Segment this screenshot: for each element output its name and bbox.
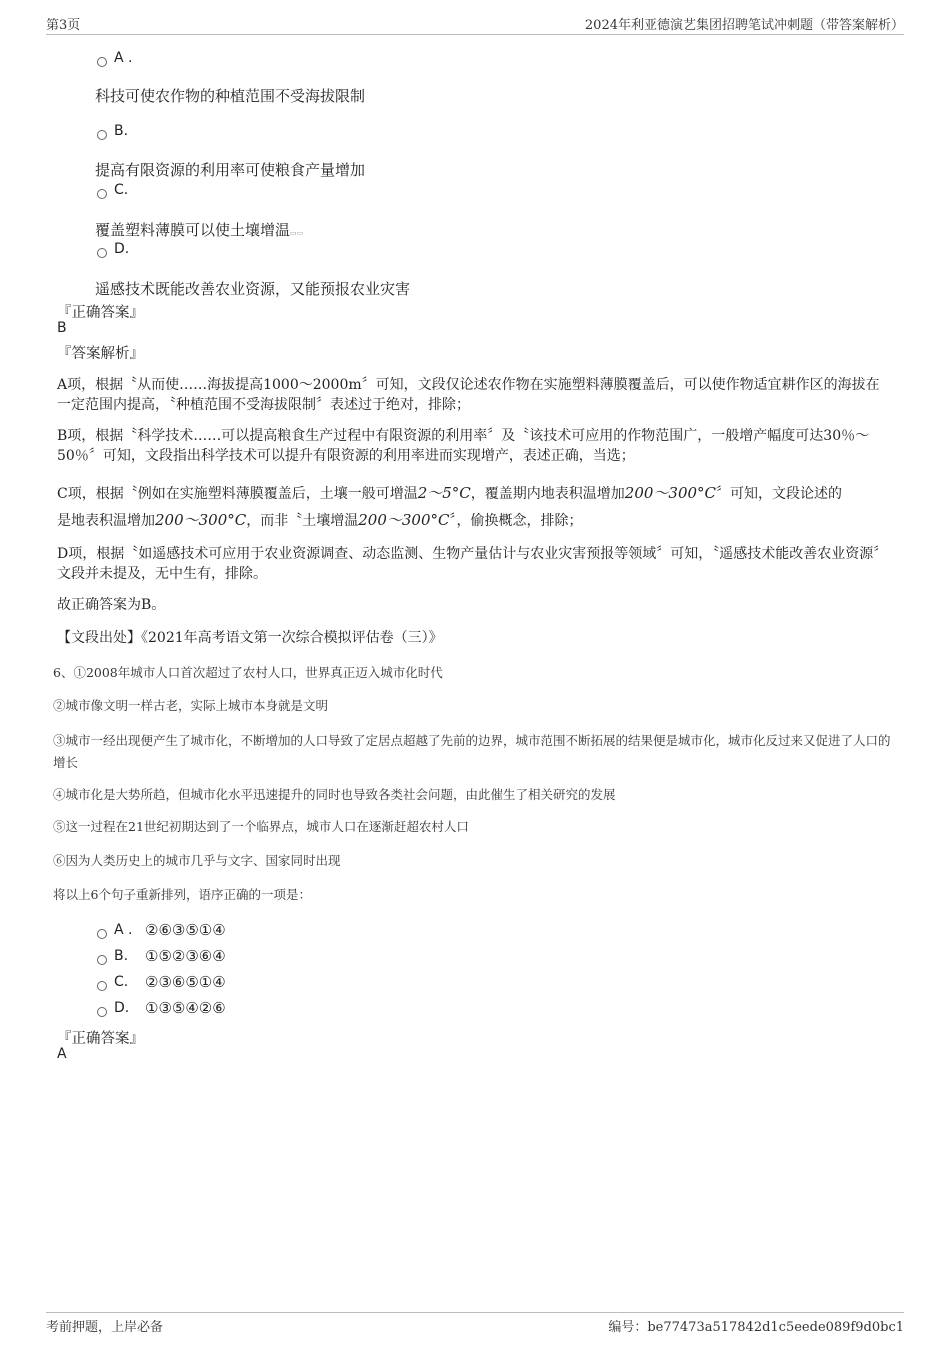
q6-option-c-text: ②③⑥⑤①④ [145, 973, 226, 991]
q6-option-b-text: ①⑤②③⑥④ [145, 947, 226, 965]
analysis-b: B项，根据〝科学技术……可以提高粮食生产过程中有限资源的利用率〞及〝该技术可应用的作物范围广，一般增产幅度可达30％～50％〞可知，文段指出科学技术可以提升有限资源的利用率进而实现增产，表述正确，当选； [57, 428, 870, 464]
q6-option-d-text: ①③⑤④②⑥ [145, 999, 226, 1017]
q6-option-c-letter: C. [114, 974, 129, 990]
analysis-c [57, 480, 887, 534]
math-temp-1: 2～5°C [417, 484, 471, 502]
option-a-letter: A . [114, 50, 133, 66]
q6-option-a-letter: A . [114, 922, 133, 938]
radio-option-c[interactable] [97, 189, 107, 199]
option-a-text: 科技可使农作物的种植范围不受海拔限制 [95, 87, 366, 105]
option-c-letter: C. [114, 182, 129, 198]
analysis-c-part2: ，覆盖期内地表积温增加 [470, 486, 625, 502]
option-c-text-content: 覆盖塑料薄膜可以使土壤增温 [95, 221, 291, 239]
option-d-letter: D. [114, 241, 130, 257]
q6-sentence-6: ⑥因为人类历史上的城市几乎与文字、国家同时出现 [53, 853, 341, 868]
math-temp-2: 200～300°C [624, 484, 717, 502]
q6-sentence-4: ④城市化是大势所趋，但城市化水平迅速提升的同时也导致各类社会问题，由此催生了相关研究的发展 [53, 787, 616, 802]
analysis-d: D项，根据〝如遥感技术可应用于农业资源调查、动态监测、生物产量估计与农业灾害预报等领域〞可知，〝遥感技术能改善农业资源〞文段并未提及，无中生有，排除。 [57, 546, 881, 582]
analysis-conclusion: 故正确答案为B。 [57, 597, 166, 613]
q6-correct-answer-value: A [57, 1046, 67, 1062]
q6-option-a-text: ②⑥③⑤①④ [145, 921, 226, 939]
page-footer [46, 1312, 904, 1335]
footer-slogan: 考前押题，上岸必备 [46, 1320, 164, 1335]
q6-sentence-2: ②城市像文明一样古老，实际上城市本身就是文明 [53, 698, 329, 713]
math-temp-3: 200～300°C [155, 511, 247, 529]
analysis-label: 『答案解析』 [57, 346, 144, 362]
q6-stem: 6、①2008年城市人口首次超过了农村人口，世界真正迈入城市化时代 [53, 665, 443, 680]
math-temp-4: 200～300°C [358, 511, 450, 529]
radio-option-d[interactable] [97, 248, 107, 258]
radio-option-b[interactable] [97, 130, 107, 140]
q6-option-d-letter: D. [114, 1000, 130, 1016]
document-title: 2024年利亚德演艺集团招聘笔试冲刺题（带答案解析） [584, 18, 904, 33]
q6-radio-option-a[interactable] [97, 929, 107, 939]
analysis-c-part4: 是地表积温增加 [57, 513, 155, 529]
option-d-text: 遥感技术既能改善农业资源，又能预报农业灾害 [95, 280, 411, 298]
analysis-a: A项，根据〝从而使……海拔提高1000～2000m〞可知，文段仅论述农作物在实施塑料薄膜覆盖后，可以使作物适宜耕作区的海拔在一定范围内提高，〝种植范围不受海拔限制〞表述过于绝对，排除； [57, 377, 880, 413]
q6-prompt: 将以上6个句子重新排列，语序正确的一项是： [53, 887, 311, 902]
page-header [46, 14, 904, 35]
footer-code: 编号：be77473a517842d1c5eede089f9d0bc1 [608, 1320, 904, 1335]
q6-radio-option-d[interactable] [97, 1007, 107, 1017]
q6-radio-option-c[interactable] [97, 981, 107, 991]
page-number: 第3页 [46, 18, 81, 33]
analysis-c-part5: ，而非〝土壤增温 [246, 513, 359, 529]
analysis-c-part6: 〞，偷换概念，排除； [449, 513, 583, 529]
option-b-text: 提高有限资源的利用率可使粮食产量增加 [95, 161, 366, 179]
option-c-text [95, 219, 303, 240]
correct-answer-label: 『正确答案』 [57, 305, 144, 321]
analysis-c-part1: C项，根据〝例如在实施塑料薄膜覆盖后，土壤一般可增温 [57, 486, 418, 502]
analysis-source: 【文段出处】《2021年高考语文第一次综合模拟评估卷（三）》 [57, 630, 443, 646]
q6-sentence-5: ⑤这一过程在21世纪初期达到了一个临界点，城市人口在逐渐赶超农村人口 [53, 819, 469, 834]
q6-option-b-letter: B. [114, 948, 129, 964]
q6-correct-answer-label: 『正确答案』 [57, 1031, 144, 1047]
q6-radio-option-b[interactable] [97, 955, 107, 965]
q6-sentence-3: ③城市一经出现便产生了城市化，不断增加的人口导致了定居点超越了先前的边界，城市范围不断拓展的结果便是城市化，城市化反过来又促进了人口的增长 [53, 733, 891, 770]
analysis-c-part3: 〞可知，文段论述的 [716, 486, 843, 502]
option-b-letter: B. [114, 123, 129, 139]
correct-answer-value: B [57, 320, 67, 336]
radio-option-a[interactable] [97, 57, 107, 67]
broken-glyph-icon: ▭▭ [290, 229, 304, 237]
